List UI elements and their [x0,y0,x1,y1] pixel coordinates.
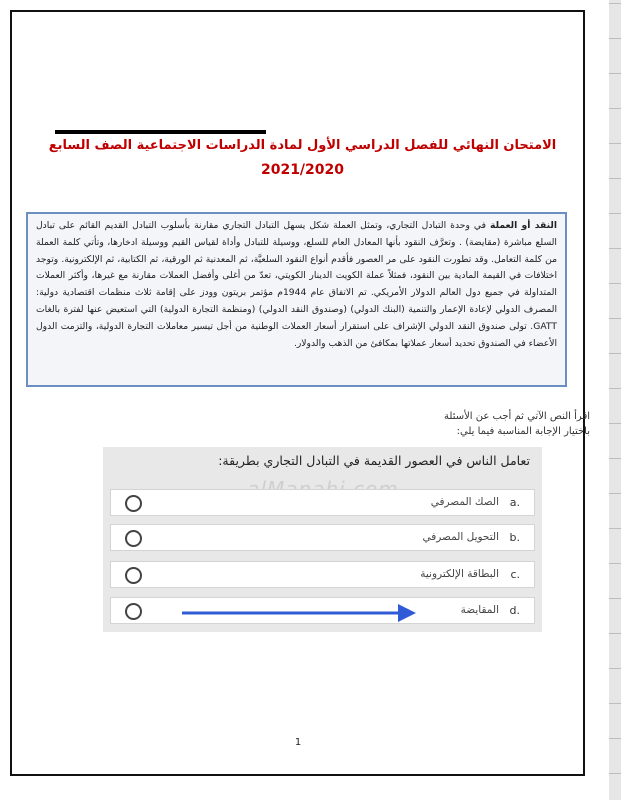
reading-passage [26,212,567,387]
question-text: تعامل الناس في العصور القديمة في التبادل التجاري بطريقة: [218,453,530,468]
exam-title: الامتحان النهائي للفصل الدراسي الأول لمادة الدراسات الاجتماعية الصف السابع [48,138,557,153]
radio-button-icon[interactable] [125,567,142,584]
instruction-text: اقرأ النص الآتي ثم أجب عن الأسئلة باختيار الإجابة المناسبة فيما يلي: [444,411,590,437]
passage-body: في وحدة التبادل التجاري، وتمثل العملة شكل يسهل التبادل التجاري مقارنة بأسلوب التبادل القديم القائم على تبادل السلع مباشرة (مقايضة) . وتعرَّف النقود بأنها المعادل العام للسلع، ووسيلة للتبادل وأداة لقياس القيم ووسيلة ادخارها، وتأتي كلمة العملة من كلمة التعامل. وقد تطورت النقود على مر العصور فأقدم أنواع النقود السلعيَّة، ثم المعدنية ثم الورقية، ثم الكتابية، ثم الإلكترونية. وتوجد اختلافات في القيمة المادية بين النقود، فمثلاً عملة الكويت الدينار الكويتي، تعدّ من أغلى وأفضل العملات مقارنة مع غيرها، وأكثر العملات المتداولة في جميع دول العالم الدولار الأمريكي. تم الاتفاق عام 1944م مؤتمر بريتون وودز على إقامة ثلاث منظمات اقتصادية دولية: المصرف الدولي لإعادة الإعمار والتنمية (البنك الدولي) (وصندوق النقد الدولي) (ومنظمة التجارة الدولية) التي استعيض عنها لفترة بالغات GATT. تولى صندوق النقد الدولي الإشراف على استقرار أسعار العملات الوطنية من أجل تيسير معاملات التجارة الدولية، والتزمت الدول الأعضاء في الصندوق تحديد أسعار عملاتها بمكافئ من الذهب والدولار. [36,220,557,349]
option-letter: a. [509,496,520,509]
radio-button-icon[interactable] [125,495,142,512]
answer-option-b[interactable] [110,524,535,551]
page-border [10,10,585,776]
option-label: التحويل المصرفي [422,531,499,543]
exam-year: 2021/2020 [260,162,345,178]
option-label: البطاقة الإلكترونية [420,568,499,580]
answer-arrow-icon [180,601,420,625]
document-sidebar-strip [609,0,621,800]
option-label: الصك المصرفي [430,496,499,508]
passage-lead: النقد أو العملة [490,220,557,231]
option-letter: b. [509,531,520,544]
answer-option-a[interactable] [110,489,535,516]
passage-text [36,218,557,352]
title-underline-rule [55,130,266,134]
answer-option-c[interactable] [110,561,535,588]
option-letter: c. [510,568,520,581]
radio-button-icon[interactable] [125,530,142,547]
option-label: المقايضة [460,604,499,616]
page-number: 1 [294,737,302,748]
radio-button-icon[interactable] [125,603,142,620]
option-letter: d. [509,604,520,617]
